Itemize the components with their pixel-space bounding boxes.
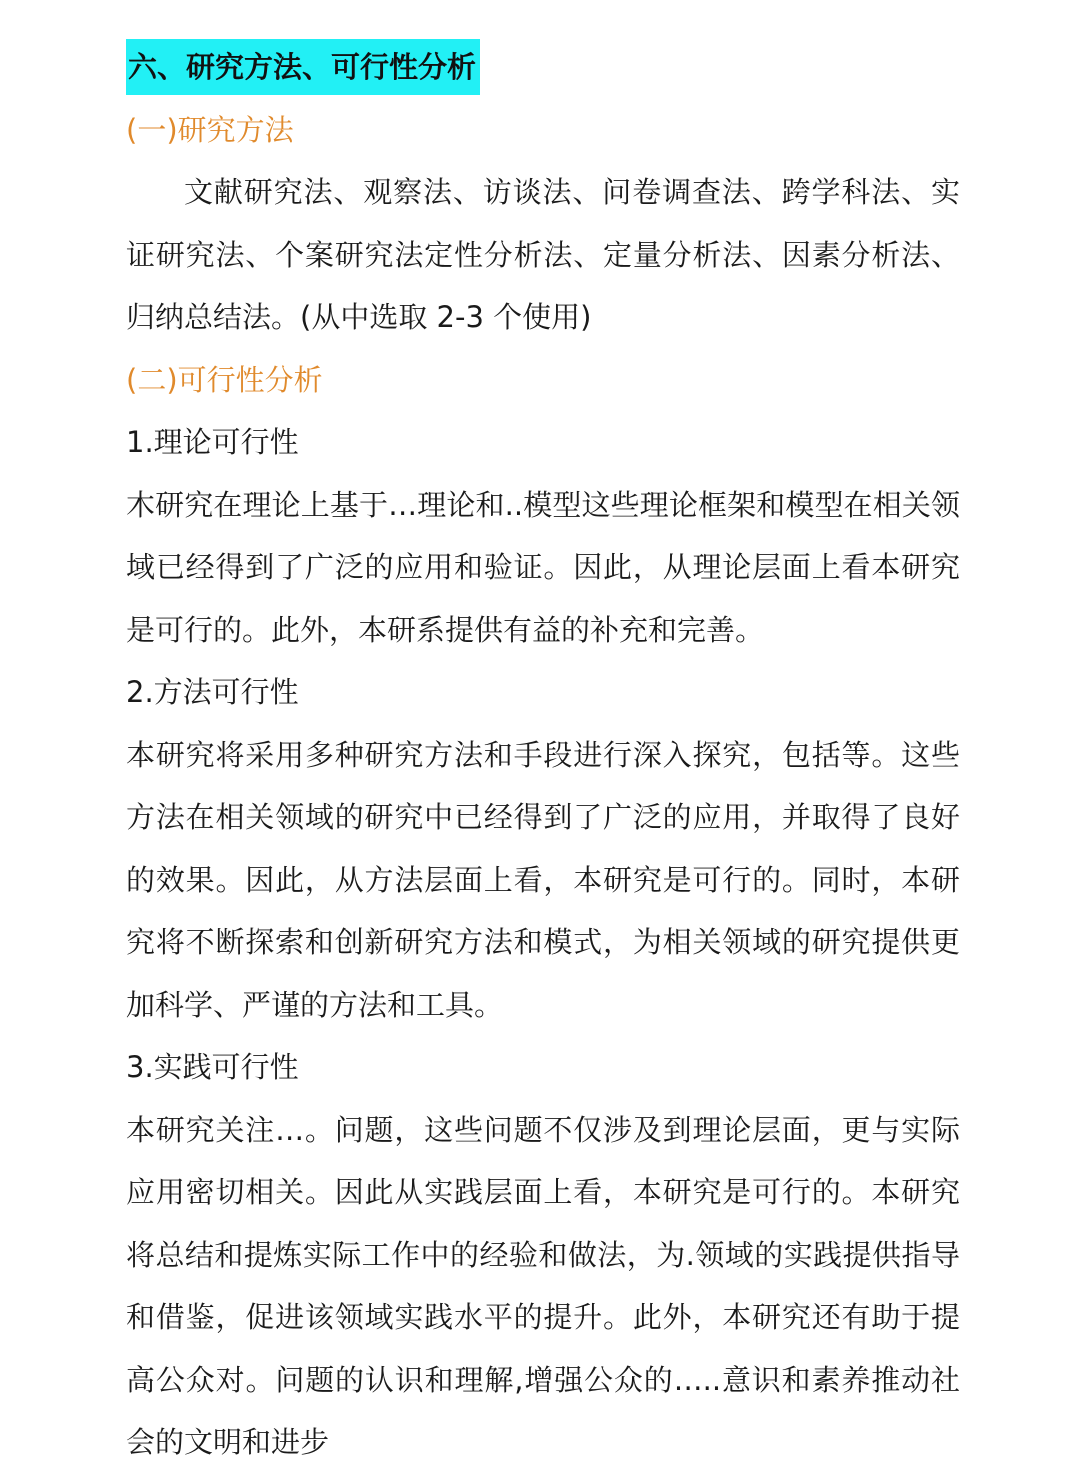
document-page — [126, 36, 960, 1474]
theory-feasibility-paragraph: 木研究在理论上基于…理论和..模型这些理论框架和模型在相关领域已经得到了广泛的应用和验证。因此，从理论层面上看本研究是可行的。此外，本研系提供有益的补充和完善。 — [126, 487, 960, 647]
feasibility-heading: (二)可行性分析 — [126, 362, 323, 397]
method-feasibility-heading: 2.方法可行性 — [126, 675, 299, 709]
theory-feasibility-heading: 1.理论可行性 — [126, 425, 299, 459]
practice-feasibility-heading: 3.实践可行性 — [126, 1050, 299, 1084]
research-methods-heading: (一)研究方法 — [126, 112, 294, 147]
section-title: 六、研究方法、可行性分析 — [126, 39, 480, 95]
practice-feasibility-paragraph: 本研究关注…。问题，这些问题不仅涉及到理论层面，更与实际应用密切相关。因此从实践层面上看，本研究是可行的。本研究将总结和提炼实际工作中的经验和做法，为.领域的实践提供指导和借鉴，促进该领域实践水平的提升。此外，本研究还有助于提高公众对。问题的认识和理解,增强公众的…..意识和素养推动社会的文明和进步 — [126, 1112, 960, 1459]
section-title-row — [126, 36, 960, 99]
research-methods-paragraph: 文献研究法、观察法、访谈法、问卷调查法、跨学科法、实证研究法、个案研究法定性分析法、定量分析法、因素分析法、归纳总结法。(从中选取 2-3 个使用) — [126, 175, 960, 334]
method-feasibility-paragraph: 本研究将采用多种研究方法和手段进行深入探究，包括等。这些方法在相关领域的研究中已经得到了广泛的应用，并取得了良好的效果。因此，从方法层面上看，本研究是可行的。同时，本研究将不断探索和创新研究方法和模式，为相关领域的研究提供更加科学、严谨的方法和工具。 — [126, 737, 960, 1022]
